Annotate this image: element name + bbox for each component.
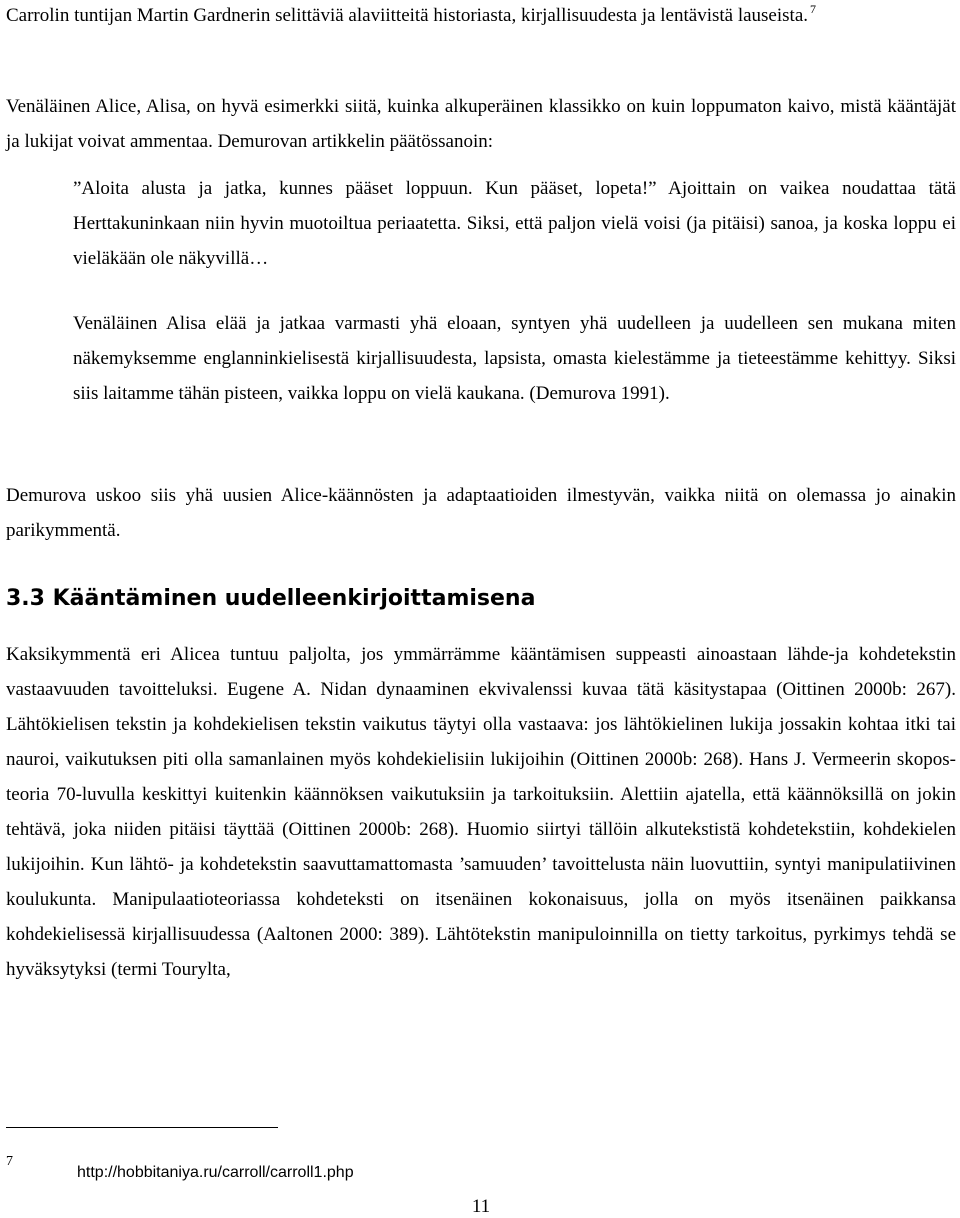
page-number: 11 [471,1196,491,1217]
block-quote-2: Venäläinen Alisa elää ja jatkaa varmasti yhä eloaan, syntyen yhä uudelleen ja uudelleen sen mukana miten näkemyksemme englanninkielisestä kirjallisuudesta, lapsista, omasta kielestämme ja tieteestämme kehittyy. Siksi siis laitamme tähän pisteen, vaikka loppu on vielä kaukana. (Demurova 1991). [73,313,956,404]
paragraph-demurova: Demurova uskoo siis yhä uusien Alice-käännösten ja adaptaatioiden ilmestyvän, vaikka niitä on olemassa jo ainakin parikymmentä. [6,485,956,541]
paragraph-gardner-footnotes [6,0,956,33]
document-page [6,0,956,1217]
block-quote-1: ”Aloita alusta ja jatka, kunnes pääset loppuun. Kun pääset, lopeta!” Ajoittain on vaikea noudattaa tätä Herttakuninkaan niin hyvin muotoiltua periaatetta. Siksi, että paljon vielä voisi (ja pitäisi) sanoa, ja koska loppu ei vieläkään ole näkyvillä… [73,178,956,269]
footnote-reference[interactable]: 7 [810,2,816,16]
section-heading: 3.3 Kääntäminen uudelleenkirjoittamisena [6,586,536,611]
footnote-link[interactable]: http://hobbitaniya.ru/carroll/carroll1.php [77,1164,354,1181]
footnote-number: 7 [6,1154,13,1169]
paragraph-text: Carrolin tuntijan Martin Gardnerin selittäviä alaviitteitä historiasta, kirjallisuudesta ja lentävistä lauseista. [6,5,808,26]
paragraph-alisa: Venäläinen Alice, Alisa, on hyvä esimerkki siitä, kuinka alkuperäinen klassikko on kuin loppumaton kaivo, mistä kääntäjät ja lukijat voivat ammentaa. Demurovan artikkelin päätössanoin: [6,96,956,152]
footnote-separator [6,1127,278,1128]
paragraph-translation-theory: Kaksikymmentä eri Alicea tuntuu paljolta, jos ymmärrämme kääntämisen suppeasti ainoastaan lähde-ja kohdetekstin vastaavuuden tavoitteluksi. Eugene A. Nidan dynaaminen ekvivalenssi kuvaa tätä käsitystapaa (Oittinen 2000b: 267). Lähtökielisen tekstin ja kohdekielisen tekstin vaikutus täytyi olla vastaava: jos lähtökielinen lukija jossakin kohtaa itki tai nauroi, vaikutuksen piti olla samanlainen myös kohdekielisiin lukijoihin (Oittinen 2000b: 268). Hans J. Vermeerin skopos-teoria 70-luvulla keskittyi kuitenkin käännöksen vaikutuksiin ja tarkoituksiin. Alettiin ajatella, että käännöksillä on jokin tehtävä, joka niiden pitäisi täyttää (Oittinen 2000b: 268). Huomio siirtyi tällöin alkutekstistä kohdetekstiin, kohdekielen lukijoihin. Kun lähtö- ja kohdetekstin saavuttamattomasta ’samuuden’ tavoittelusta näin luovuttiin, syntyi manipulatiivinen koulukunta. Manipulaatioteoriassa kohdeteksti on itsenäinen kokonaisuus, jolla on myös itsenäinen paikkansa kohdekielisessä kirjallisuudessa (Aaltonen 2000: 389). Lähtötekstin manipuloinnilla on tietty tarkoitus, pyrkimys tehdä se hyväksytyksi (termi Tourylta, [6,644,956,980]
